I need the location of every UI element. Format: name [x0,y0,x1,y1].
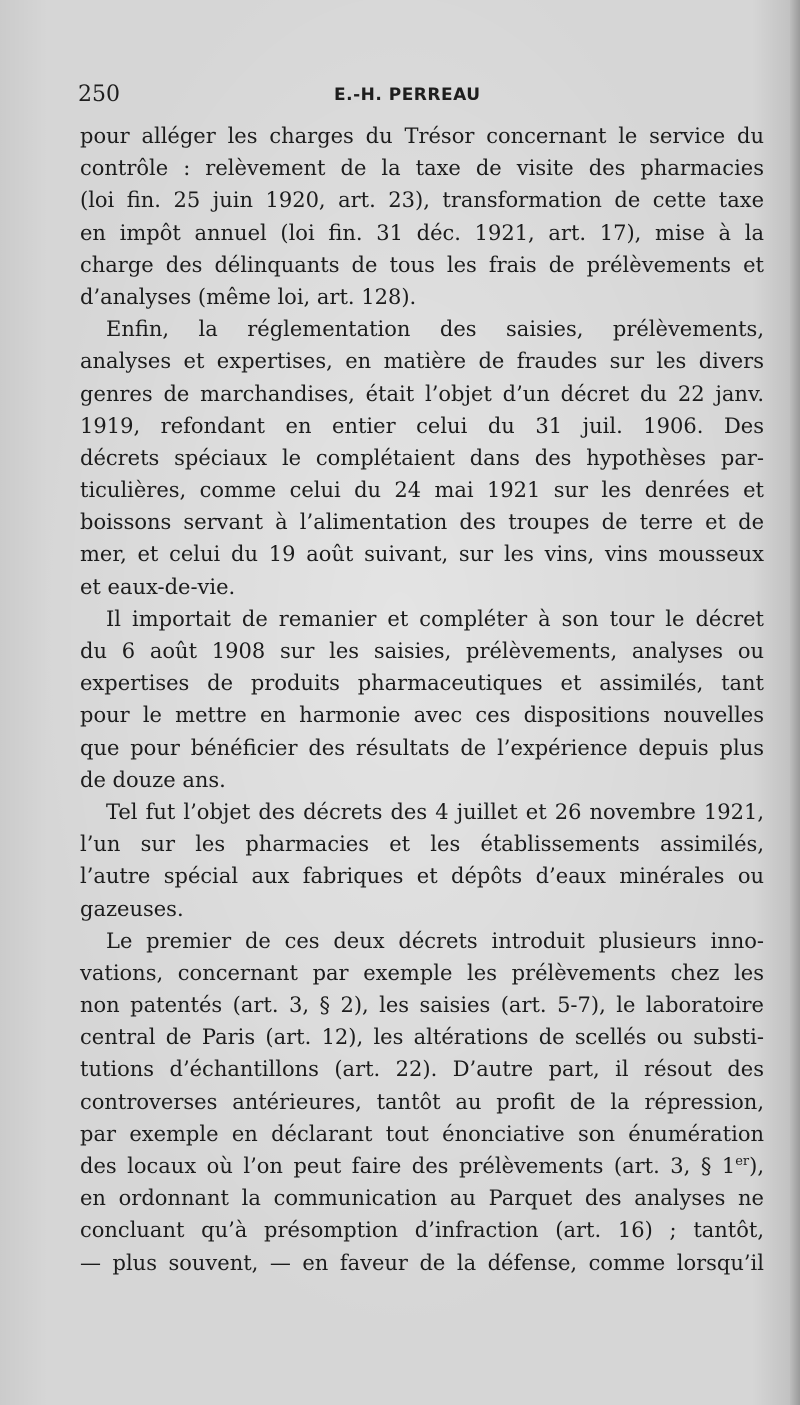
text-line-with-superscript [80,1150,764,1182]
superscript: er [735,1154,750,1169]
text-line: controverses antérieures, tantôt au profit de la répression, [80,1089,764,1114]
text-line: genres de marchandises, était l’objet d’un décret du 22 janv. [80,381,764,406]
text-line: central de Paris (art. 12), les altérations de scellés ou substi- [80,1025,764,1050]
text-line: pour alléger les charges du Trésor concernant le service du [80,124,764,148]
text-line: 1919, refondant en entier celui du 31 juil. 1906. Des [80,413,764,438]
text-line: Il importait de remanier et compléter à son tour le décret [106,606,764,631]
text-line: non patentés (art. 3, § 2), les saisies (art. 5-7), le laboratoire [80,993,764,1018]
text-line: en impôt annuel (loi fin. 31 déc. 1921, art. 17), mise à la [80,220,764,245]
text-line: boissons servant à l’alimentation des troupes de terre et de [80,510,764,535]
text-line: tutions d’échantillons (art. 22). D’autre part, il résout des [80,1057,764,1082]
text-line: contrôle : relèvement de la taxe de visite des pharmacies [80,156,764,181]
text-line: et eaux-de-vie. [80,574,236,599]
text-line: en ordonnant la communication au Parquet des analyses ne [80,1186,764,1211]
text-line: vations, concernant par exemple les prélèvements chez les [80,960,764,985]
text-line: l’autre spécial aux fabriques et dépôts d’eaux minérales ou [80,864,764,889]
text-line-part: des locaux où l’on peut faire des prélèvements (art. 3, § 1 [80,1154,736,1178]
text-line: Enfin, la réglementation des saisies, prélèvements, [106,317,764,342]
page-edge-shadow [790,0,800,1405]
text-line: que pour bénéficier des résultats de l’expérience depuis plus [80,735,764,760]
text-line: d’analyses (même loi, art. 128). [80,284,417,309]
text-line: analyses et expertises, en matière de fraudes sur les divers [80,349,764,374]
text-line: décrets spéciaux le complétaient dans des hypothèses par- [80,445,764,470]
page-number: 250 [78,82,120,107]
page-header [78,82,758,114]
text-line: mer, et celui du 19 août suivant, sur les vins, vins mousseux [80,542,764,567]
body-text [80,120,764,1279]
text-line: du 6 août 1908 sur les saisies, prélèvements, analyses ou [80,639,764,663]
text-line: ticulières, comme celui du 24 mai 1921 sur les denrées et [80,478,764,503]
text-line: — plus souvent, — en faveur de la défense, comme lorsqu’il [80,1250,764,1275]
text-line: l’un sur les pharmacies et les établissements assimilés, [80,832,764,857]
text-line: pour le mettre en harmonie avec ces dispositions nouvelles [80,703,764,728]
text-line: gazeuses. [80,896,184,921]
running-head: E.-H. PERREAU [334,85,481,105]
text-line: (loi fin. 25 juin 1920, art. 23), transformation de cette taxe [80,188,764,213]
text-line: Le premier de ces deux décrets introduit plusieurs inno- [106,928,764,953]
text-line: concluant qu’à présomption d’infraction (art. 16) ; tantôt, [80,1218,764,1243]
text-line-part: ), [749,1154,764,1178]
text-line: expertises de produits pharmaceutiques et assimilés, tant [80,671,764,696]
text-line: de douze ans. [80,767,226,792]
text-line: Tel fut l’objet des décrets des 4 juillet et 26 novembre 1921, [106,799,764,824]
text-line: charge des délinquants de tous les frais de prélèvements et [80,252,764,277]
text-line: par exemple en déclarant tout énonciative son énumération [80,1121,764,1146]
